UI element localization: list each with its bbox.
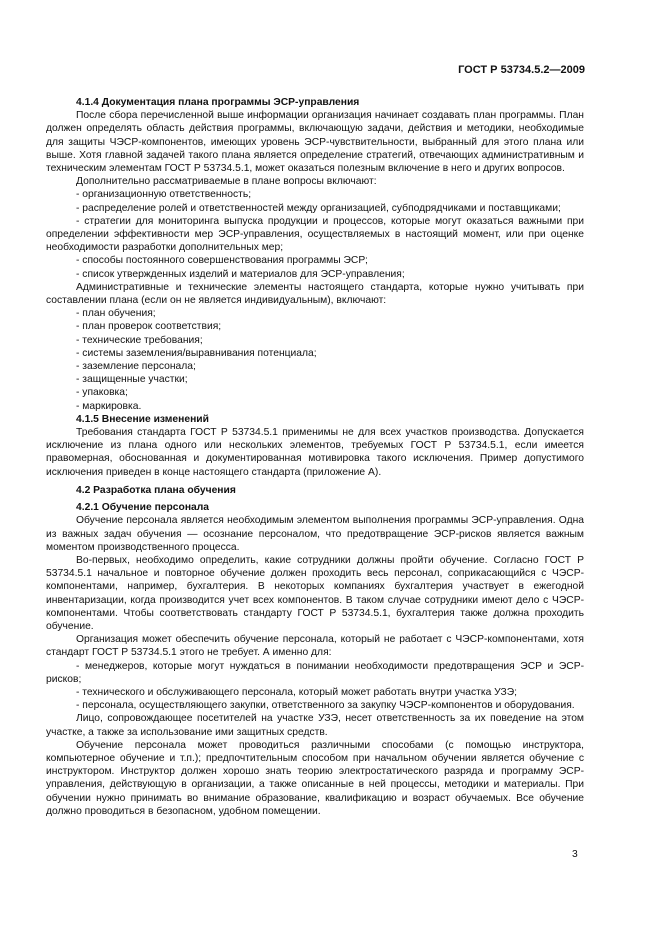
list-item: - план обучения; xyxy=(76,308,156,320)
list-item: - организационную ответственность; xyxy=(76,189,252,201)
list-item: - менеджеров, которые могут нуждаться в понимании необходимости предотвращения ЭСР и ЭСР-рисков; xyxy=(46,660,584,685)
list-item: - стратегии для мониторинга выпуска продукции и процессов, которые могут оказаться важными при определении эффективности мер ЭСР-управления, осуществляемых в настоящий момент, или при оценке необходимости разработки дополнительных мер; xyxy=(46,215,584,254)
standard-code-header: ГОСТ Р 53734.5.2—2009 xyxy=(458,64,585,76)
paragraph: После сбора перечисленной выше информации организация начинает создавать план программы. План должен определять область действия программы, включающую задачи, действия и методики, необходимые для защиты ЧЭСР-компонентов, имеющих уровень ЭСР-чувствительности, выбранный для этого плана или выше. Хотя главной задачей такого плана является определение стратегий, отвечающих административным и техническим элементам ГОСТ Р 53734.5.1, может оказаться полезным включение в него и других вопросов. xyxy=(46,110,584,175)
list-item: - технического и обслуживающего персонала, который может работать внутри участка УЗЭ; xyxy=(76,686,517,698)
page-content xyxy=(46,96,584,818)
page-number: 3 xyxy=(572,849,578,860)
list-item: - системы заземления/выравнивания потенциала; xyxy=(76,347,317,359)
paragraph: Лицо, сопровождающее посетителей на участке УЗЭ, несет ответственность за их поведение на этом участке, а также за использование ими защитных средств. xyxy=(46,713,584,738)
section-4-2-title: 4.2 Разработка плана обучения xyxy=(76,484,236,496)
list-item: - способы постоянного совершенствования программы ЭСР; xyxy=(76,255,368,267)
list-item: - распределение ролей и ответственностей между организацией, субподрядчиками и поставщиками; xyxy=(76,202,561,214)
paragraph: Во-первых, необходимо определить, какие сотрудники должны пройти обучение. Согласно ГОСТ Р 53734.5.1 начальное и повторное обучение должен проходить весь персонал, соприкасающийся с ЧЭСР-компонентами, например, бухгалтерия. В некоторых компаниях бухгалтерия участвует в ежегодной инвентаризации, когда производится учет всех компонентов. В таком случае сотрудники имеют дело с ЧЭСР-компонентами. Чтобы соответствовать стандарту ГОСТ Р 53734.5.1, бухгалтерия также должна проходить обучение. xyxy=(46,554,584,632)
paragraph: Обучение персонала является необходимым элементом выполнения программы ЭСР-управления. Одна из важных задач обучения — осознание персоналом, что предотвращение ЭСР-рисков является важным моментом производственного процесса. xyxy=(46,515,584,553)
list-item: - план проверок соответствия; xyxy=(76,321,222,333)
paragraph: Дополнительно рассматриваемые в плане вопросы включают: xyxy=(76,176,377,188)
paragraph: Административные и технические элементы настоящего стандарта, которые нужно учитывать при составлении плана (если он не является индивидуальным), включают: xyxy=(46,281,584,307)
list-item: - список утвержденных изделий и материалов для ЭСР-управления; xyxy=(76,268,405,280)
section-4-1-5-title: 4.1.5 Внесение изменений xyxy=(76,413,209,425)
section-4-1-4-title: 4.1.4 Документация плана программы ЭСР-управления xyxy=(76,97,360,108)
list-item: - технические требования; xyxy=(76,334,203,346)
list-item: - защищенные участки; xyxy=(76,374,188,386)
list-item: - маркировка. xyxy=(76,400,142,412)
list-item: - персонала, осуществляющего закупки, ответственного за закупку ЧЭСР-компонентов и оборудования. xyxy=(76,700,575,712)
list-item: - упаковка; xyxy=(76,387,128,399)
paragraph: Требования стандарта ГОСТ Р 53734.5.1 применимы не для всех участков производства. Допускается исключение из плана одного или нескольких элементов, требуемых ГОСТ Р 53734.5.1, если имеется правомерная, обоснованная и документированная мотивировка такого исключения. Пример допустимого исключения приведен в конце настоящего стандарта (приложение А). xyxy=(46,427,584,478)
paragraph: Обучение персонала может проводиться различными способами (с помощью инструктора, компьютерное обучение и т.п.); предпочтительным способом при начальном обучении является обучение с инструктором. Инструктор должен хорошо знать теорию электростатического разряда и программу ЭСР-управления, действующую в организации, а также описанные в ней процессы, методики и материалы. При обучении нужно принимать во внимание образование, квалификацию и возраст обучаемых. Все обучение должно проводиться в безопасном, удобном помещении. xyxy=(46,739,584,817)
section-4-2-1-title: 4.2.1 Обучение персонала xyxy=(76,502,210,514)
paragraph: Организация может обеспечить обучение персонала, который не работает с ЧЭСР-компонентами, хотя стандарт ГОСТ Р 53734.5.1 этого не требует. А именно для: xyxy=(46,634,584,659)
list-item: - заземление персонала; xyxy=(76,361,196,373)
